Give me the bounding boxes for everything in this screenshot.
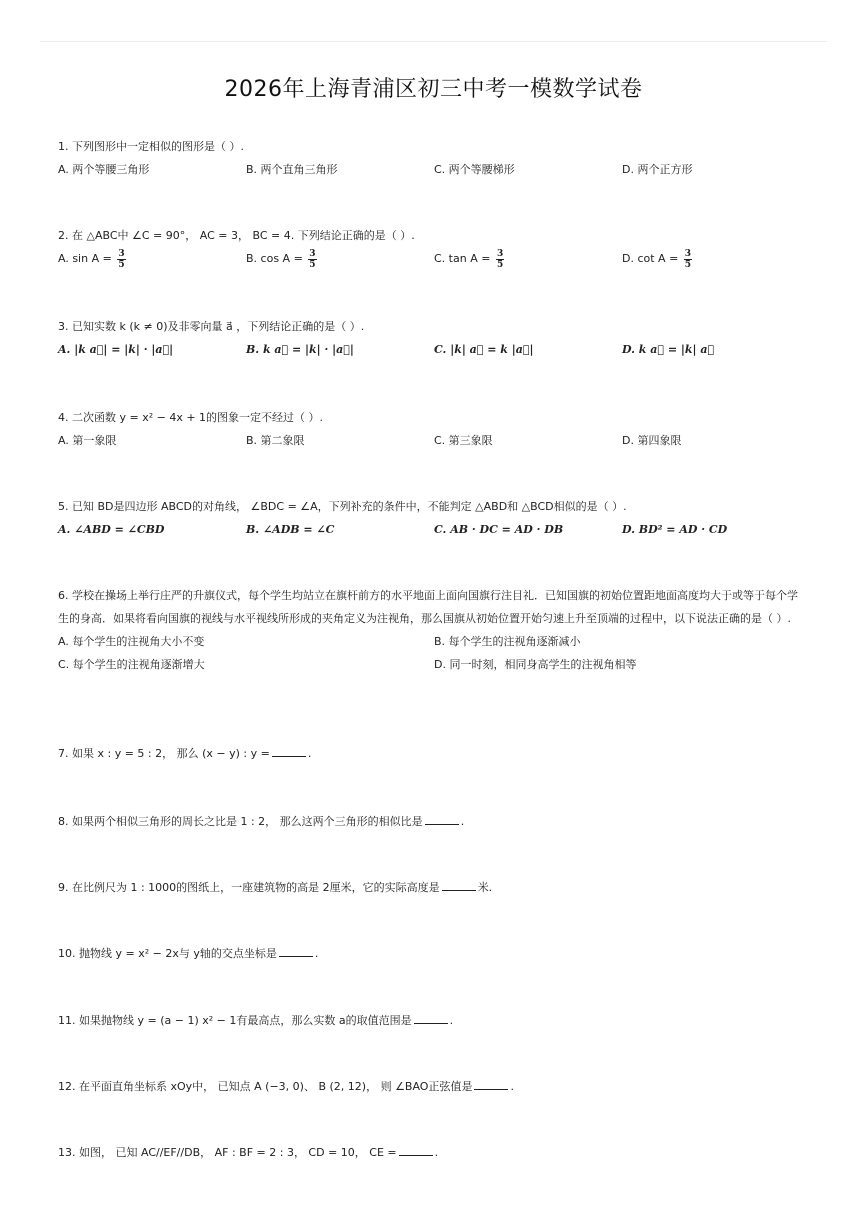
fraction: $\frac{3}{5}$ xyxy=(309,248,316,270)
question-stem: 13. 如图， 已知 AC//EF//DB， AF : BF = 2 : 3， CD = 10， CE = xyxy=(58,1146,397,1159)
question-stem: 12. 在平面直角坐标系 xOy中， 已知点 A (−3, 0)、 B (2, 12)， 则 ∠BAO正弦值是 xyxy=(58,1080,473,1093)
question-5 xyxy=(58,495,808,541)
option-b[interactable]: B. k a⃗ = |k| · |a⃗| xyxy=(246,343,354,356)
option-c[interactable]: C. 两个等腰梯形 xyxy=(434,163,515,176)
question-stem: 3. 已知实数 k (k ≠ 0)及非零向量 a⃗ ，下列结论正确的是（ ）. xyxy=(58,320,365,333)
option-a[interactable]: A. sin A = $\frac{3}{5}$ xyxy=(58,248,125,270)
question-stem: 11. 如果抛物线 y = (a − 1) x² − 1有最高点，那么实数 a的取值范围是 xyxy=(58,1014,412,1027)
answer-blank[interactable] xyxy=(442,878,476,891)
option-b[interactable]: B. ∠ADB = ∠C xyxy=(246,523,335,536)
option-c[interactable]: C. tan A = $\frac{3}{5}$ xyxy=(434,248,504,270)
question-stem: 4. 二次函数 y = x² − 4x + 1的图象一定不经过（ ）. xyxy=(58,411,324,424)
question-6 xyxy=(58,584,808,676)
fraction: $\frac{3}{5}$ xyxy=(684,248,692,270)
question-7: 7. 如果 x : y = 5 : 2， 那么 (x − y) : y = . xyxy=(58,742,808,765)
question-9: 9. 在比例尺为 1 : 1000的图纸上，一座建筑物的高是 2厘米，它的实际高度是 米. xyxy=(58,876,808,899)
option-c[interactable]: C. 每个学生的注视角逐渐增大 xyxy=(58,658,205,671)
header-rule xyxy=(40,41,827,42)
answer-blank[interactable] xyxy=(474,1077,508,1090)
option-d[interactable]: D. 同一时刻，相同身高学生的注视角相等 xyxy=(434,658,637,671)
option-a[interactable]: A. 第一象限 xyxy=(58,434,117,447)
option-a[interactable]: A. 每个学生的注视角大小不变 xyxy=(58,635,205,648)
option-d[interactable]: D. cot A = $\frac{3}{5}$ xyxy=(622,248,692,270)
question-11: 11. 如果抛物线 y = (a − 1) x² − 1有最高点，那么实数 a的取值范围是 . xyxy=(58,1009,808,1032)
option-a[interactable]: A. ∠ABD = ∠CBD xyxy=(58,523,165,536)
option-b[interactable]: B. 两个直角三角形 xyxy=(246,163,338,176)
question-4 xyxy=(58,406,808,452)
fraction: $\frac{3}{5}$ xyxy=(118,248,125,270)
option-b[interactable]: B. 每个学生的注视角逐渐减小 xyxy=(434,635,581,648)
option-d[interactable]: D. 第四象限 xyxy=(622,434,682,447)
option-c[interactable]: C. AB · DC = AD · DB xyxy=(434,523,564,536)
answer-blank[interactable] xyxy=(399,1143,433,1156)
option-b[interactable]: B. 第二象限 xyxy=(246,434,305,447)
option-d[interactable]: D. k a⃗ = |k| a⃗ xyxy=(622,343,715,356)
option-d[interactable]: D. 两个正方形 xyxy=(622,163,693,176)
question-stem: 5. 已知 BD是四边形 ABCD的对角线， ∠BDC = ∠A，下列补充的条件中，不能判定 △ABD和 △BCD相似的是（ ）. xyxy=(58,500,627,513)
answer-blank[interactable] xyxy=(279,944,313,957)
option-a[interactable]: A. 两个等腰三角形 xyxy=(58,163,150,176)
answer-blank[interactable] xyxy=(425,812,459,825)
question-stem: 1. 下列图形中一定相似的图形是（ ）. xyxy=(58,140,244,153)
question-stem: 2. 在 △ABC中 ∠C = 90°， AC = 3， BC = 4. 下列结论正确的是（ ）. xyxy=(58,229,415,242)
question-3 xyxy=(58,315,808,361)
question-10: 10. 抛物线 y = x² − 2x与 y轴的交点坐标是 . xyxy=(58,942,808,965)
option-a[interactable]: A. |k a⃗| = |k| · |a⃗| xyxy=(58,343,174,356)
question-1 xyxy=(58,135,808,181)
question-stem: 9. 在比例尺为 1 : 1000的图纸上，一座建筑物的高是 2厘米，它的实际高度是 xyxy=(58,881,440,894)
option-b[interactable]: B. cos A = $\frac{3}{5}$ xyxy=(246,248,316,270)
option-d[interactable]: D. BD² = AD · CD xyxy=(622,523,728,536)
question-8: 8. 如果两个相似三角形的周长之比是 1 : 2， 那么这两个三角形的相似比是 . xyxy=(58,810,808,833)
answer-blank[interactable] xyxy=(414,1011,448,1024)
fraction: $\frac{3}{5}$ xyxy=(496,248,504,270)
page-title: 2026年上海青浦区初三中考一模数学试卷 xyxy=(224,77,643,102)
question-stem: 8. 如果两个相似三角形的周长之比是 1 : 2， 那么这两个三角形的相似比是 xyxy=(58,815,423,828)
question-12: 12. 在平面直角坐标系 xOy中， 已知点 A (−3, 0)、 B (2, 12)， 则 ∠BAO正弦值是 . xyxy=(58,1075,808,1098)
question-stem: 7. 如果 x : y = 5 : 2， 那么 (x − y) : y = xyxy=(58,747,270,760)
answer-blank[interactable] xyxy=(272,744,306,757)
question-13: 13. 如图， 已知 AC//EF//DB， AF : BF = 2 : 3， CD = 10， CE = . xyxy=(58,1141,808,1164)
option-c[interactable]: C. |k| a⃗ = k |a⃗| xyxy=(434,343,534,356)
question-stem: 10. 抛物线 y = x² − 2x与 y轴的交点坐标是 xyxy=(58,947,277,960)
question-stem: 6. 学校在操场上举行庄严的升旗仪式，每个学生均站立在旗杆前方的水平地面上面向国旗行注目礼．已知国旗的初始位置距地面高度均大于或等于每个学生的身高．如果将看向国旗的视线与水平视线所形成的夹角定义为注视角，那么国旗从初始位置开始匀速上升至顶端的过程中，以下说法正确的是（ ）. xyxy=(58,589,798,625)
question-2 xyxy=(58,224,808,279)
option-c[interactable]: C. 第三象限 xyxy=(434,434,493,447)
